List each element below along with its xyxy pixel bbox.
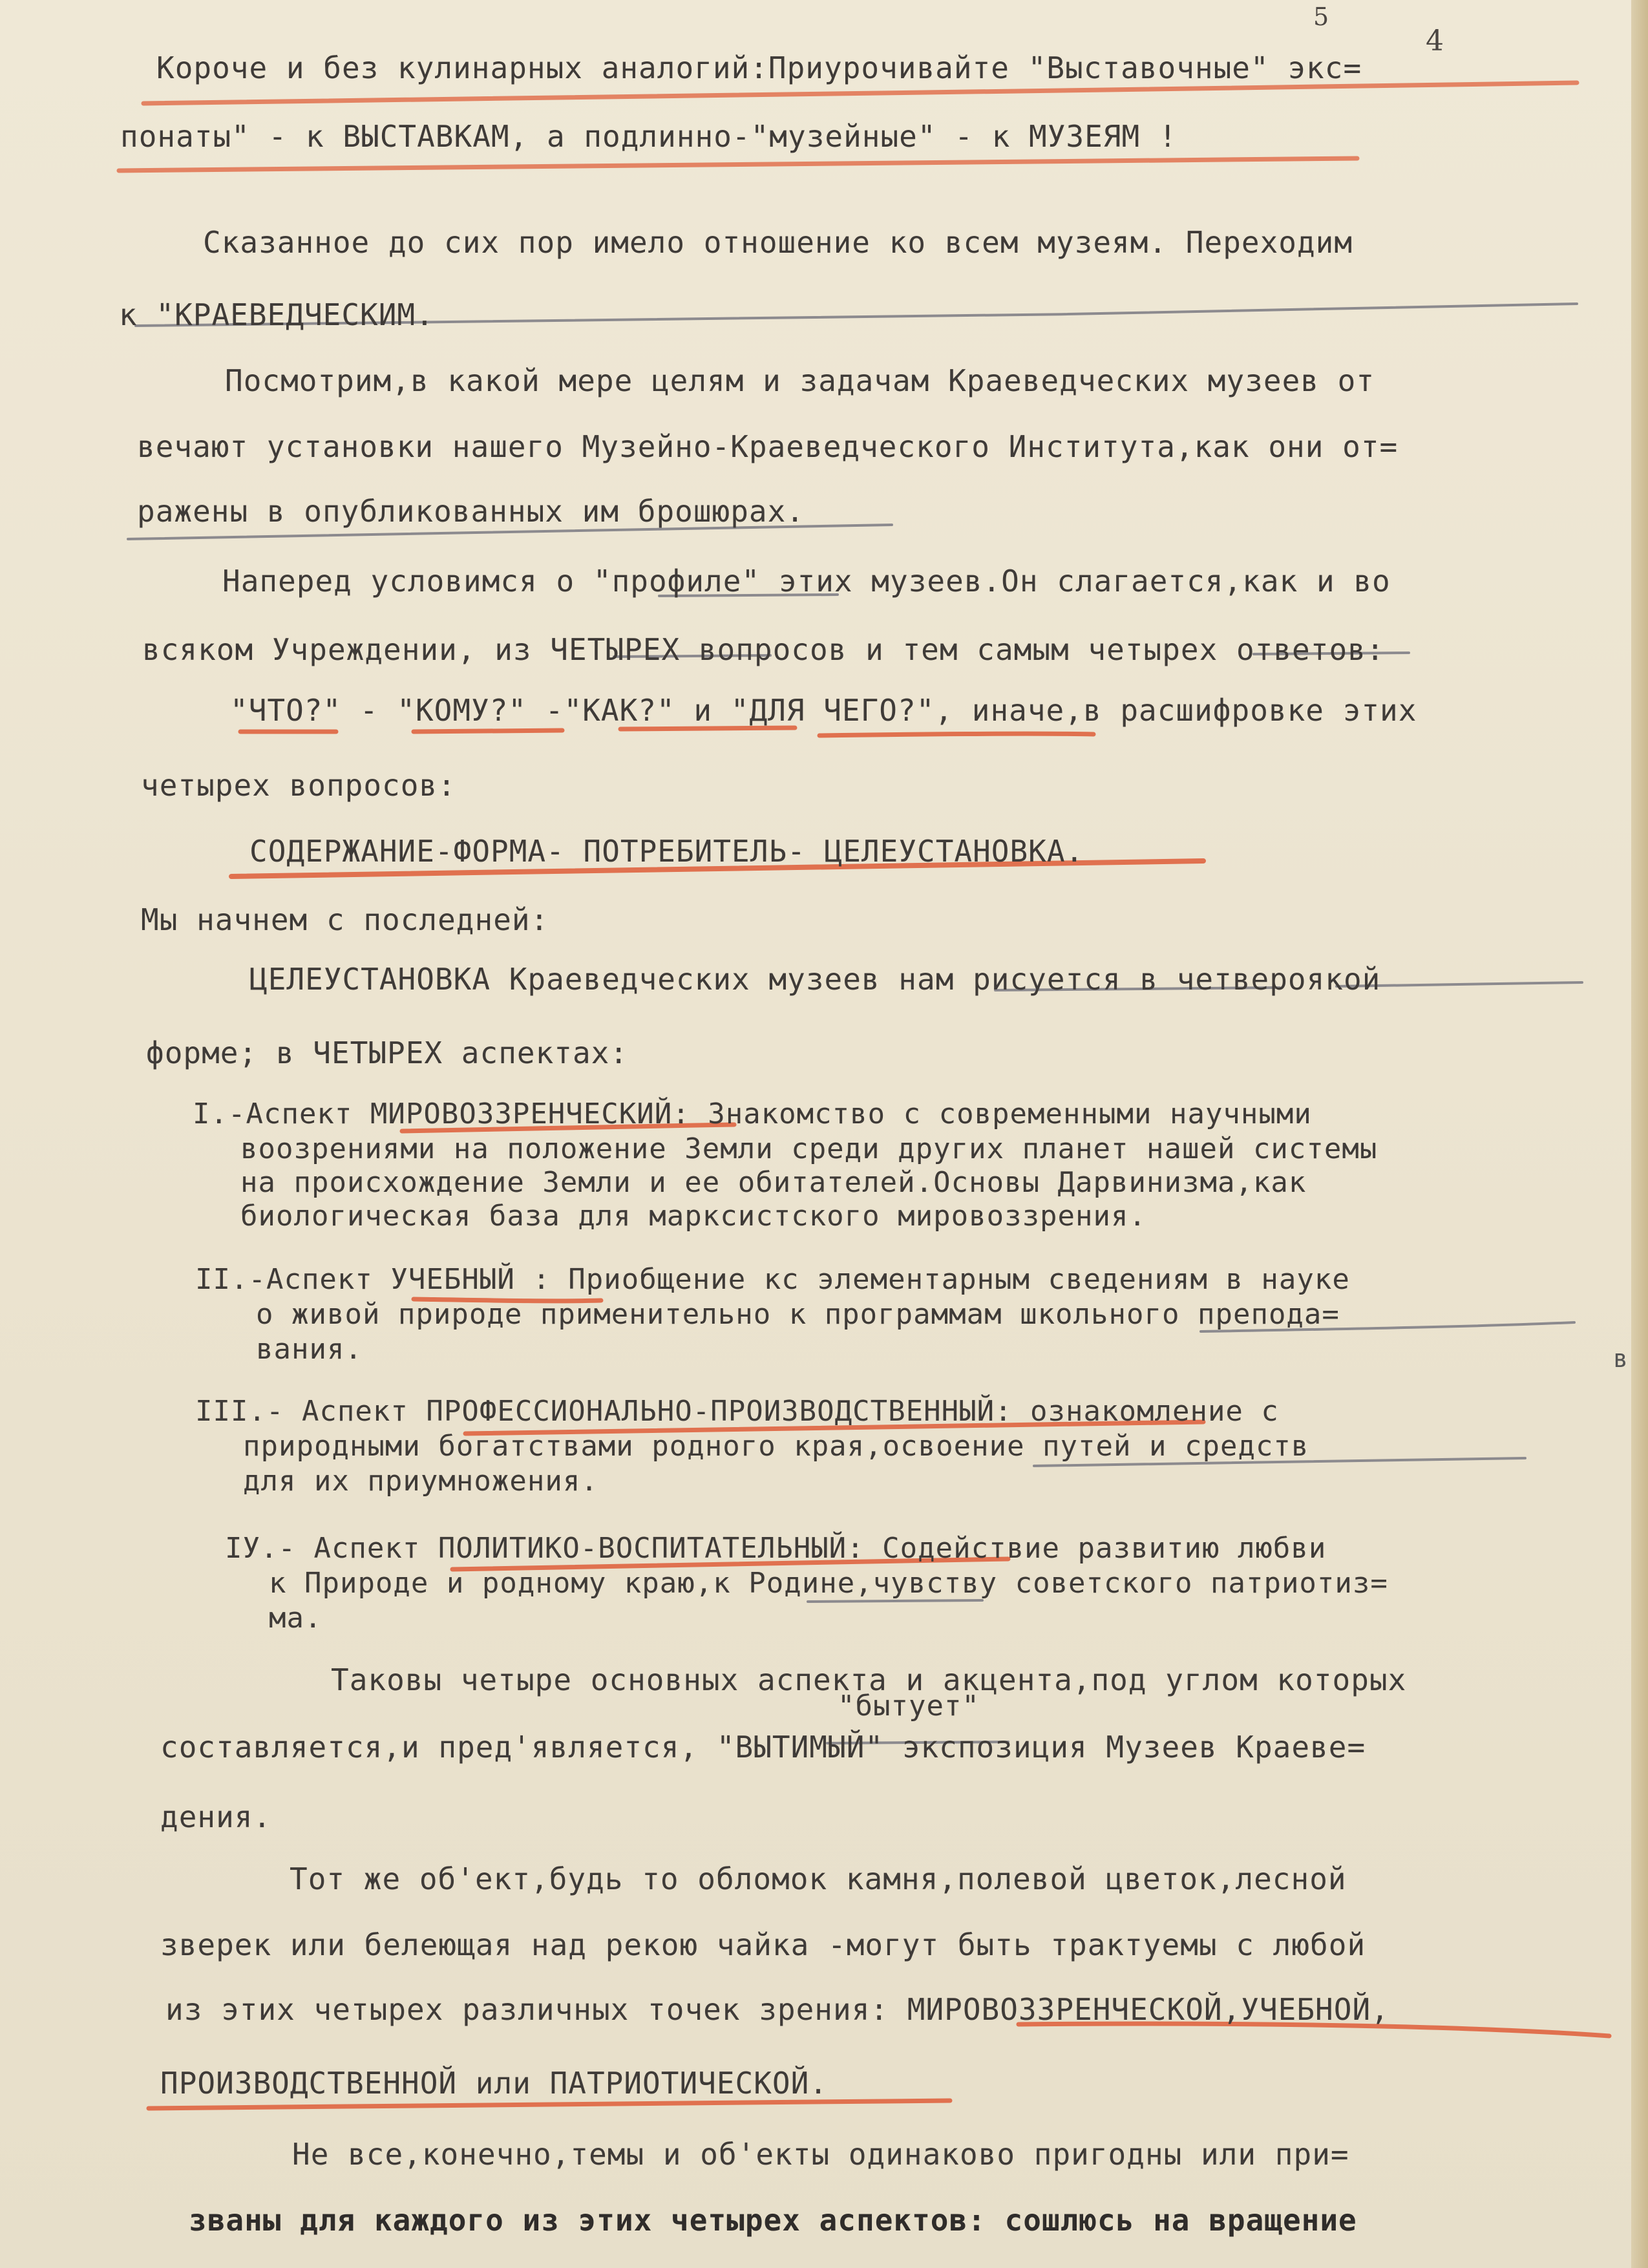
text-line-3: Сказанное до сих пор имело отношение ко всем музеям. Переходим [203, 225, 1353, 260]
text-line-10: "ЧТО?" - "КОМУ?" -"КАК?" и "ДЛЯ ЧЕГО?", иначе,в расшифровке этих [230, 693, 1417, 728]
page-number-handwritten: 4 [1426, 25, 1444, 58]
text-line-4: к "КРАЕВЕДЧЕСКИМ. [119, 297, 434, 332]
margin-mark: в [1613, 1344, 1628, 1373]
text-line-8: Наперед условимся о "профиле" этих музеев.Он слагается,как и во [222, 564, 1391, 599]
text-line-21: из этих четырех различных точек зрения: МИРОВОЗЗРЕНЧЕСКОЙ,УЧЕБНОЙ, [165, 1992, 1389, 2027]
aspect-4-line-2: к Природе и родному краю,к Родине,чувству советского патриотиз= [269, 1567, 1388, 1600]
text-line-6: вечают установки нашего Музейно-Краеведческого Института,как они от= [137, 429, 1399, 464]
text-line-20: зверек или белеющая над рекою чайка -могут быть трактуемы с любой [160, 1927, 1366, 1962]
text-line-19: Тот же об'ект,будь то обломок камня,полевой цветок,лесной [290, 1861, 1347, 1896]
text-line-24: званы для каждого из этих четырех аспектов: сошлюсь на вращение [189, 2203, 1357, 2238]
text-line-11: четырех вопросов: [141, 768, 456, 803]
text-line-7: ражены в опубликованных им брошюрах. [137, 494, 805, 529]
text-line-22: ПРОИЗВОДСТВЕННОЙ или ПАТРИОТИЧЕСКОЙ. [160, 2066, 828, 2101]
aspect-2-line-1: II.-Аспект УЧЕБНЫЙ : Приобщение кс элементарным сведениям в науке [195, 1263, 1350, 1296]
aspect-1-line-1: I.-Аспект МИРОВОЗЗРЕНЧЕСКИЙ: Знакомство с современными научными [193, 1097, 1312, 1130]
text-line-23: Не все,конечно,темы и об'екты одинаково пригодны или при= [292, 2137, 1349, 2172]
aspect-4-line-1: IУ.- Аспект ПОЛИТИКО-ВОСПИТАТЕЛЬНЫЙ: Содействие развитию любви [225, 1532, 1327, 1565]
aspect-1-line-3: на происхождение Земли и ее обитателей.Основы Дарвинизма,как [240, 1166, 1307, 1199]
aspect-4-line-3: ма. [269, 1602, 322, 1635]
text-line-5: Посмотрим,в какой мере целям и задачам Краеведческих музеев от [225, 363, 1375, 398]
text-line-9: всяком Учреждении, из ЧЕТЫРЕХ вопросов и тем самым четырех ответов: [142, 632, 1385, 667]
aspect-3-line-3: для их приумножения. [243, 1465, 598, 1498]
inserted-word: "бытует" [838, 1690, 980, 1722]
aspect-2-line-2: о живой природе применительно к программам школьного препода= [256, 1298, 1340, 1331]
aspect-3-line-1: III.- Аспект ПРОФЕССИОНАЛЬНО-ПРОИЗВОДСТВЕННЫЙ: ознакомление с [195, 1395, 1279, 1428]
text-line-14: ЦЕЛЕУСТАНОВКА Краеведческих музеев нам рисуется в четвероякой [249, 962, 1381, 997]
aspect-3-line-2: природными богатствами родного края,освоение путей и средств [243, 1430, 1309, 1463]
text-line-18: дения. [160, 1799, 272, 1834]
text-line-13: Мы начнем с последней: [141, 902, 549, 937]
text-line-17: составляется,и пред'является, "ВЫТИМЫЙ" экспозиция Музеев Краеве= [160, 1730, 1366, 1765]
aspect-1-line-4: биологическая база для марксистского мировоззрения. [240, 1200, 1147, 1233]
text-line-16: Таковы четыре основных аспекта и акцента,под углом которых [331, 1662, 1407, 1697]
aspect-2-line-3: вания. [256, 1333, 363, 1366]
page-number-typed: 5 [1313, 3, 1329, 31]
text-line-12: СОДЕРЖАНИЕ-ФОРМА- ПОТРЕБИТЕЛЬ- ЦЕЛЕУСТАНОВКА. [249, 834, 1084, 869]
text-line-2: понаты" - к ВЫСТАВКАМ, а подлинно-"музейные" - к МУЗЕЯМ ! [120, 119, 1178, 154]
text-line-1: Короче и без кулинарных аналогий:Приурочивайте "Выставочные" экс= [156, 50, 1362, 85]
text-line-15: форме; в ЧЕТЫРЕХ аспектах: [146, 1035, 629, 1070]
aspect-1-line-2: воозрениями на положение Земли среди других планет нашей системы [240, 1132, 1378, 1165]
